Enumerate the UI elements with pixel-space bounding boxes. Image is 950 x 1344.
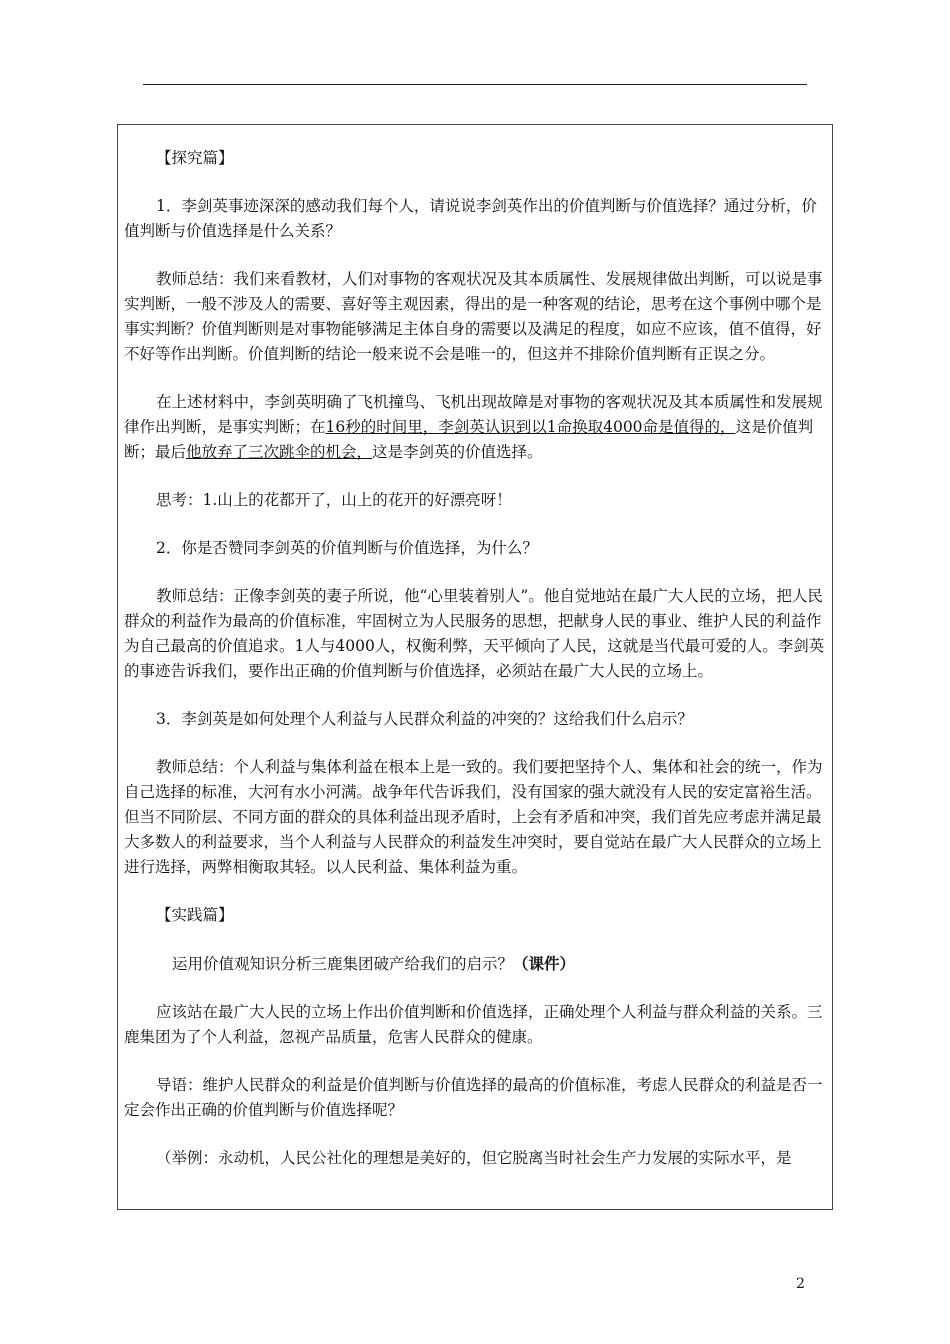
- question-2: 2．你是否赞同李剑英的价值判断与价值选择，为什么？: [156, 539, 538, 557]
- page-number: 2: [796, 1276, 805, 1292]
- teacher-summary-2: 教师总结：正像李剑英的妻子所说，他“心里装着别人”。他自觉地站在最广大人民的立场，把人民群众的利益作为最高的价值标准，牢固树立为人民服务的思想，把献身人民的事业、维护人民的利益作为自己最高的价值追求。1人与4000人，权衡利弊，天平倾向了人民，这就是当代最可爱的人。李剑英的事迹告诉我们，要作出正确的价值判断与价值选择，必须站在最广大人民的立场上。: [124, 587, 825, 680]
- guide-text: 导语：维护人民群众的利益是价值判断与价值选择的最高的价值标准，考虑人民群众的利益是否一定会作出正确的价值判断与价值选择呢？: [124, 1076, 823, 1119]
- analysis-paragraph: [124, 390, 828, 465]
- lesson-content: [124, 146, 828, 1171]
- practice-task-text: 运用价值观知识分析三鹿集团破产给我们的启示？: [172, 955, 514, 973]
- analysis-text-2: 这是价值判断；最后: [124, 418, 814, 461]
- section-practice-heading: 【实践篇】: [156, 906, 234, 924]
- example-text: （举例：永动机，人民公社化的理想是美好的，但它脱离当时社会生产力发展的实际水平，是: [156, 1149, 792, 1167]
- question-3: 3．李剑英是如何处理个人利益与人民群众利益的冲突的？这给我们什么启示？: [156, 710, 693, 728]
- practice-answer: 应该站在最广大人民的立场上作出价值判断和价值选择，正确处理个人利益与群众利益的关系。三鹿集团为了个人利益，忽视产品质量，危害人民群众的健康。: [124, 1003, 823, 1046]
- header-rule: [143, 84, 807, 85]
- section-explore-heading: 【探究篇】: [156, 149, 234, 167]
- practice-task-courseware: （课件）: [513, 954, 576, 973]
- question-1: 1．李剑英事迹深深的感动我们每个人，请说说李剑英作出的价值判断与价值选择？通过分析，价值判断与价值选择是什么关系？: [124, 197, 817, 240]
- analysis-text-1: 在上述材料中，李剑英明确了飞机撞鸟、飞机出现故障是对事物的客观状况及其本质属性和发展规律作出判断，是事实判断；在: [124, 393, 823, 436]
- analysis-text-3: 这是李剑英的价值选择。: [372, 443, 543, 461]
- analysis-underline-1: 16秒的时间里，李剑英认识到以1命换取4000命是值得的，: [325, 418, 736, 436]
- teacher-summary-1: 教师总结：我们来看教材，人们对事物的客观状况及其本质属性、发展规律做出判断，可以说是事实判断，一般不涉及人的需要、喜好等主观因素，得出的是一种客观的结论，思考在这个事例中哪个是事实判断？价值判断则是对事物能够满足主体自身的需要以及满足的程度，如应不应该，值不值得，好不好等作出判断。价值判断的结论一般来说不会是唯一的，但这并不排除价值判断有正误之分。: [124, 270, 823, 363]
- think-prompt: 思考：1.山上的花都开了，山上的花开的好漂亮呀！: [156, 491, 512, 509]
- practice-task: [124, 951, 828, 977]
- analysis-underline-2: 他放弃了三次跳伞的机会，: [186, 443, 373, 461]
- teacher-summary-3: 教师总结：个人利益与集体利益在根本上是一致的。我们要把坚持个人、集体和社会的统一，作为自己选择的标准，大河有水小河满。战争年代告诉我们，没有国家的强大就没有人民的安定富裕生活。但当不同阶层、不同方面的群众的具体利益出现矛盾时，上会有矛盾和冲突，我们首先应考虑并满足最大多数人的利益要求，当个人利益与人民群众的利益发生冲突时，要自觉站在最广大人民群众的立场上进行选择，两弊相衡取其轻。以人民利益、集体利益为重。: [124, 758, 823, 876]
